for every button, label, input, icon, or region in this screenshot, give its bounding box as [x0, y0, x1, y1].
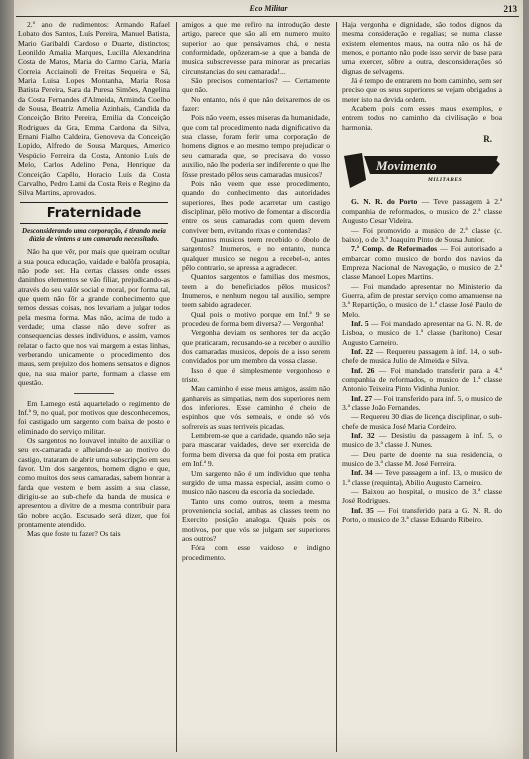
subheading: Inf. 34: [351, 468, 373, 478]
column-rule-2: [336, 22, 337, 752]
paragraph: Não ha que vêr, por mais que queiram ocultar a sua pouca educação, vaidade e balôfa prosapia, não pode ser. Ha certas classes onde esses daninhos elementos se vão filiar, prejudicando-as através do seu valôr social e moral, por forma tal, que quem não fôr a grande conhecimento que temos dessas coisas, nos levariam a julgar todos pela mesma forma. Mas não, acima de tudo a verdade; uma classe não deve sofrer as consequencias desses individuos, e assim, vamos relatar o facto que nos vai margem a estas linhas, verberando unicamente o procedimento dos maus, sem prejuizo dos homens sensatos e dignos que, na sua maior parte, formam a classe em questão.: [18, 247, 170, 388]
paragraph: Quantos musicos teem recebido o óbolo de sargentos? Inumeros, e no entanto, nunca qualquer musico se negou a recebel-o, antes pêlo contrario, se apressa a agradecer.: [182, 234, 330, 272]
paragraph: — Teve passagem à 2.ª companhia de reformados, o musico de 2.ª classe Augusto Cesar Videira.: [342, 197, 502, 226]
paragraph: 2.º ano de rudimentos: Armando Rafael Lobato dos Santos, Luís Pereira, Manuel Batista, Mario Garibaldi Cardoso e Duarte, distinctos; Leonildo Amalia Marques, Lucilla Alexandrina Costa de Matos, Maria do Carmo Caria, Maria Correia Acciainoli de Freitas Sequeira e Sá, Maria Luisa Lopes Montanha, Maria Rosa Batista Pereira, Sara da Puresa Simões, Angelina da Costa Fernandes d'Almeida, Arminda Coelho de Sousa, Beatriz Amelia Azinhais, Candida da Conceição Brito Pereira, Emilia da Conceição Rodrigues da Gra, Emma Cardona da Silva, Ernani Fialho Caldeira, Genoveva da Conceição Lopido, Alfredo de Sousa Marques, Americo Vespúcio Ferreira da Costa, Antonio Luís de Melo, Carlos Adelino Pena, Henrique da Conceição Capêlo, Horacio Luís da Costa Carvalho, Pedro Lami da Costa Reis e Regino da Silva Martins, aprovados.: [18, 20, 170, 198]
book-binding-edge: [0, 0, 14, 759]
paragraph: — Foi promovido a musico de 2.ª classe (c. baixo), o de 3.ª Joaquim Pinto de Sousa Junior.: [342, 225, 502, 244]
header-title: Eco Militar: [249, 4, 288, 13]
paragraph: Isso é que é simplesmente vergonhoso e triste.: [182, 365, 330, 385]
paragraph: Haja vergonha e dignidade, são todos dignos da mesma consideração e regalias; se numa classe existem elementos maus, na outra não os há de menos, e portanto não pode isso servir de base para uma exercer, sôbre a outra, desconsiderações só dignas de selvagens.: [342, 20, 502, 76]
subheading: Inf. 22: [351, 346, 374, 356]
paragraph: — Desistiu da passagem à inf. 5, o musico de 3.ª classe J. Nunes.: [342, 431, 502, 450]
subheading: Inf. 27: [351, 393, 373, 403]
paragraph: amigos a que me refiro na introdução deste artigo, parece que são ali em numero muito superior ao que pensávamos chá, e nesta conformidade, opôzeram-se a que a banda de musica subscrevesse para minorar as precarias circunstancias do seu camarada!...: [182, 20, 330, 76]
section-subtitle: Desconsiderando uma corporação, é tirando meia dúzia de vintens a um camarada necessitado.: [22, 226, 166, 243]
paragraph: — Requereu 30 dias de licença disciplinar, o sub-chefe de musica José Maria Cordeiro.: [342, 412, 502, 431]
paragraph: Em Lamego está aquartelado o regimento de Inf.ª 9, no qual, por motivos que desconhecemos, foi castigado um sargento com baixa de posto e eliminado do serviço militar.: [18, 398, 170, 436]
paragraph: Acabem pois com esses maus exemplos, e entrem todos no caminho da civilisação e boa harmonia.: [342, 104, 502, 132]
subheading: Inf. 32: [351, 431, 375, 441]
page-header: [20, 4, 517, 16]
separator: [74, 393, 114, 394]
paragraph: São precisos comentarios? — Certamente que não.: [182, 76, 330, 95]
section-title: Fraternidade: [20, 202, 168, 224]
page-number: 213: [503, 4, 517, 14]
banner-ornament: [342, 150, 502, 192]
paragraph: — Foi mandado transferir para a 4.ª companhia de reformados, o musico de 1.ª classe Antonio Teixeira Pinto Vidinha Junior.: [342, 365, 502, 394]
paragraph: No entanto, nós é que não deixaremos de os fazer:: [182, 94, 330, 114]
paragraph: Lembrem-se que a caridade, quando não seja para mascarar vaidades, deve ser exercida de forma bem diversa da que foi posta em pratica em Inf.ª 9.: [182, 431, 330, 469]
header-rule: [16, 16, 519, 17]
subheading: 7.ª Comp. de Reformados: [351, 244, 438, 254]
paragraph: Vergonha deviam os senhores ter da acção que praticaram, recusando-se a receber o auxilio dos camaradas musicos, depois de a isso serem convidados por um membro da vossa classe.: [182, 328, 330, 366]
column-rule-1: [176, 22, 177, 752]
banner-title: Movimento: [376, 158, 437, 174]
paragraph: Os sargentos no louvavel intuito de auxiliar o seu ex-camarada e alheiando-se ao motivo do castigo, trataram de abrir uma subscripção em seu favor. Um dos sargentos, homem digno e que, como muitos dos seus camaradas, sabem honrar a farda que vestem e bem assim a sua classe, dirigiu-se ao sub-chefe da banda de musica e apresentou a divitre de a mesma contribuir para tão nobre acção. Escusado será dizer, que foi prontamente atendido.: [18, 435, 170, 529]
paragraph: — Deu parte de doente na sua residencia, o musico de 3.ª classe M. José Ferreira.: [342, 449, 502, 469]
subheading: G. N. R. do Porto: [351, 197, 418, 207]
paragraph: — Teve passagem a inf. 13, o musico de 1.ª classe (requinta), Abilio Augusto Carneiro.: [342, 468, 502, 487]
paragraph: — Foi autorisado a embarcar como musico de bordo dos navios da Empreza Nacional de Navegação, o musico de 2.ª classe Manoel Lopes Martins.: [342, 244, 502, 282]
paragraph: — Foi transferido para a G. N. R. do Porto, o musico de 3.ª classe Eduardo Ribeiro.: [342, 505, 502, 525]
banner-label: MILITARES: [428, 177, 463, 184]
subheading: Inf. 35: [351, 505, 374, 515]
paragraph: — Foi transferido para inf. 5, o musico de 3.ª classe João Fernandes.: [342, 393, 502, 413]
paragraph: — Requereu passagem à inf. 14, o sub-chefe de musica Julio de Almeida e Silva.: [342, 346, 502, 366]
movement-banner: [342, 150, 502, 192]
paragraph: Quantos sargentos e familias dos mesmos, teem a do beneficiados pêlos musicos? Inumeros, e nenhum negou tal auxilio, sempre teem sabido agradecer.: [182, 272, 330, 310]
paragraph: Qual pois o motivo porque em Inf.ª 9 se procedeu de forma bem diversa? — Vergonha!: [182, 309, 330, 328]
paragraph: Pois não veem, esses miseras da humanidade, que com tal procedimento nada dignificativo da sua classe, foram ferir uma corporação de homens dignos e ao mesmo tempo prejudicar o seu camarada que, se precisava do vosso auxilio, não lhe poderia ser indiferente o que lhe fôsse prestado pêlos seus camaradas musicos?: [182, 113, 330, 179]
column-2: [182, 20, 330, 756]
paragraph: Pois não veem que esse procedimento, quando do conhecimento das autoridades superiores, lhes pode acarretar um castigo disciplinar, pêlo motivo de fomentar a discordia entre os seus camaradas com quem devem conviver bem, evitando rixas e contendas?: [182, 178, 330, 235]
signature: R.: [483, 134, 492, 145]
paragraph: Mau caminho é esse meus amigos, assim não ganhareis as simpatias, nem dos superiores nem dos inferiores. Esse caminho é cheio de espinhos que vós semeais, e onde só vós sofrereis as suas terriveis picadas.: [182, 384, 330, 431]
column-3: [342, 20, 502, 756]
subheading: Inf. 5: [351, 318, 369, 328]
paragraph: Fóra com esse vaidoso e indigno procedimento.: [182, 543, 330, 562]
paragraph: Um sargento não é um individuo que tenha surgido de uma massa especial, assim como o musico não nasceu da escoria da sociedade.: [182, 468, 330, 497]
paragraph: — Foi mandado apresentar na G. N. R. de Lisboa, o musico de 1.ª classe (barítono) Cesar Augusto Carneiro.: [342, 318, 502, 347]
column-1: [18, 20, 170, 756]
subheading: Inf. 26: [351, 365, 375, 375]
paragraph: Tanto uns como outros, teem a mesma proveniencia social, ambas as classes teem no Exercito posição analoga. Quais pois os motivos, por que vós se julgam ser superiores aos outros?: [182, 496, 330, 543]
paragraph: Mas que foste tu fazer? Os tais: [27, 529, 121, 539]
paragraph: — Baixou ao hospital, o musico de 3.ª classe José Rodrigues.: [342, 487, 502, 506]
paragraph: — Foi mandado apresentar no Ministerio da Guerra, afim de prestar serviço como amanuense na 3.ª Repartição, o musico de 1.ª classe José Paulo de Melo.: [342, 281, 502, 319]
paragraph: Já é tempo de entrarem no bom caminho, sem ser preciso que os seus superiores se vejam obrigados a meter isto na devida ordem.: [342, 76, 502, 104]
